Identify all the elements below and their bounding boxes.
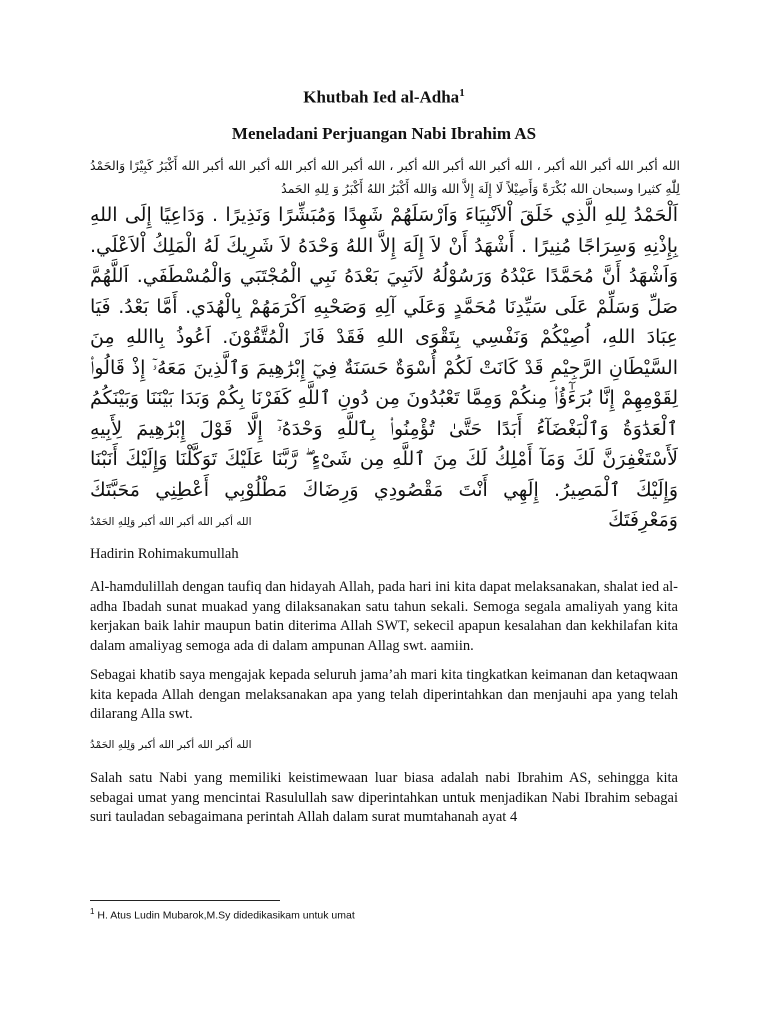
paragraph-2: Sebagai khatib saya mengajak kepada seluruh jama’ah mari kita tingkatkan keimanan dan ketaqwaan kita kepada Allah dengan melaksanakan apa yang telah diperintahkan dan menjauhi apa yang telah dilarang Alla swt.: [90, 667, 678, 722]
title-text: Khutbah Ied al-Adha: [303, 87, 460, 107]
takbir-opening: الله أكبر الله أكبر الله أكبر ، الله أكبر الله أكبر الله أكبر ، الله أكبر الله أكبر الله أكبر الله أكبر الله أَكْبَرُ كَبِيْرًا وَالحَمْدُ لِلّٰهِ كثيرا وسبحان الله بُكْرَةً وَأَصِيْلاً لَا إِلَهَ إِلاَّ الله وَالله أَكْبَرُ اللهُ أَكْبَرُ وَ لِلهِ الحَمدُ: [90, 158, 680, 196]
footnote-text: H. Atus Ludin Mubarok,M.Sy didedikasikam untuk umat: [94, 909, 355, 922]
greeting: Hadirin Rohimakumullah: [90, 546, 239, 562]
footnote-ref: 1: [90, 907, 95, 916]
document-subtitle: Meneladani Perjuangan Nabi Ibrahim AS: [231, 124, 537, 143]
paragraph-1: Al-hamdulillah dengan taufiq dan hidayah Allah, pada hari ini kita dapat melaksanakan, shalat ied al-adha Ibadah sunat muakad yang dilaksanakan satu tahun sekali. Semoga segala amaliyah yang kita kerjakan baik lahir maupun batin diterima Allah SWT, sekecil apapun kesalahan dan kekhilafan kita dalam amaliyag semoga ada di dalam ampunan Allag swt. aamiin.: [90, 579, 678, 654]
footnote: [90, 907, 678, 922]
takbir-short-2: الله أكبر الله أكبر الله أكبر وَلِلهِ الحَمْدُ: [90, 739, 252, 751]
title-footnote-ref[interactable]: 1: [459, 87, 465, 99]
arabic-opening-sermon: اَلْحَمْدُ لِلهِ الَّذِي خَلَقَ اْلاَنْبِيَاءَ وَاَرْسَلَهُمْ شَهِدًا وَمُبَشِّرًا وَنَذِيرًا . وَدَاعِيًا إِلَى اللهِ بِإِذْنِهِ وَسِرَاجًا مُنِيرًا . أَشْهَدُ أَنْ لاَ إِلَهَ إِلاَّ اللهُ وَحْدَهُ لاَ شَرِيكَ لَهُ الْمَلِكُ اْلاَعْلَي. وَاَشْهَدُ أَنَّ مُحَمَّدًا عَبْدُهُ وَرَسُوْلُهُ لاَنَبِيَ بَعْدَهُ نَبِي الْمُجْتَبَي وَالْمُسْطَفَي. اَللَّهُمَّ صَلِّ وَسَلِّمْ عَلَى سَيِّدِنَا مُحَمَّدٍ وَعَلَي آلِهِ وَصَحْبِهِ اَكْرَمَهُمْ بِالْهُدَي. أَمَّا بَعْدُ. فَيَا عِبَادَ اللهِ، اُصِيْكُمْ وَنَفْسِي بِتَقْوَى اللهِ فَقَدْ فَازَ الْمُتَّقُوْنَ. اَعُوذُ بِااللهِ مِنَ السَّيْطَانِ الرَّجِيْمِ قَدْ كَانَتْ لَكُمْ أُسْوَةٌ حَسَنَةٌ فِيٓ إِبْرَٰهِيمَ وَٱلَّذِينَ مَعَهُۥٓ إِذْ قَالُوا۟ لِقَوْمِهِمْ إِنَّا بُرَءَٰٓؤُا۟ مِنكُمْ وَمِمَّا تَعْبُدُونَ مِن دُونِ ٱللَّهِ كَفَرْنَا بِكُمْ وَبَدَا بَيْنَنَا وَبَيْنَكُمُ ٱلْعَدَٰوَةُ وَٱلْبَغْضَآءُ أَبَدًا حَتَّىٰ تُؤْمِنُوا۟ بِٱللَّهِ وَحْدَهُۥٓ إِلَّا قَوْلَ إِبْرَٰهِيمَ لِأَبِيهِ لَأَسْتَغْفِرَنَّ لَكَ وَمَآ أَمْلِكُ لَكَ مِنَ ٱللَّهِ مِن شَىْءٍ ۖ رَّبَّنَا عَلَيْكَ تَوَكَّلْنَا وَإِلَيْكَ أَنَبْنَا وَإِلَيْكَ ٱلْمَصِيرُ. إِلَهِي أَنْتَ مَقْصُودِي وَرِضَاكَ مَطْلُوْبِي أَعْطِنِي مَحَبَّتَكَ وَمَعْرِفَتَكَ: [90, 204, 678, 531]
footnote-divider: [90, 900, 280, 901]
takbir-short-1: الله أكبر الله أكبر الله أكبر وَلِلهِ الحَمْدُ: [90, 516, 252, 528]
document-title: [0, 87, 768, 108]
paragraph-3: Salah satu Nabi yang memiliki keistimewaan luar biasa adalah nabi Ibrahim AS, sehingga kita sebagai umat yang mencintai Rasulullah saw diperintahkan untuk menjadikan Nabi Ibrahim sebagai suri tauladan sebagaimana perintah Allah dalam surat mumtahanah ayat 4: [90, 770, 678, 825]
